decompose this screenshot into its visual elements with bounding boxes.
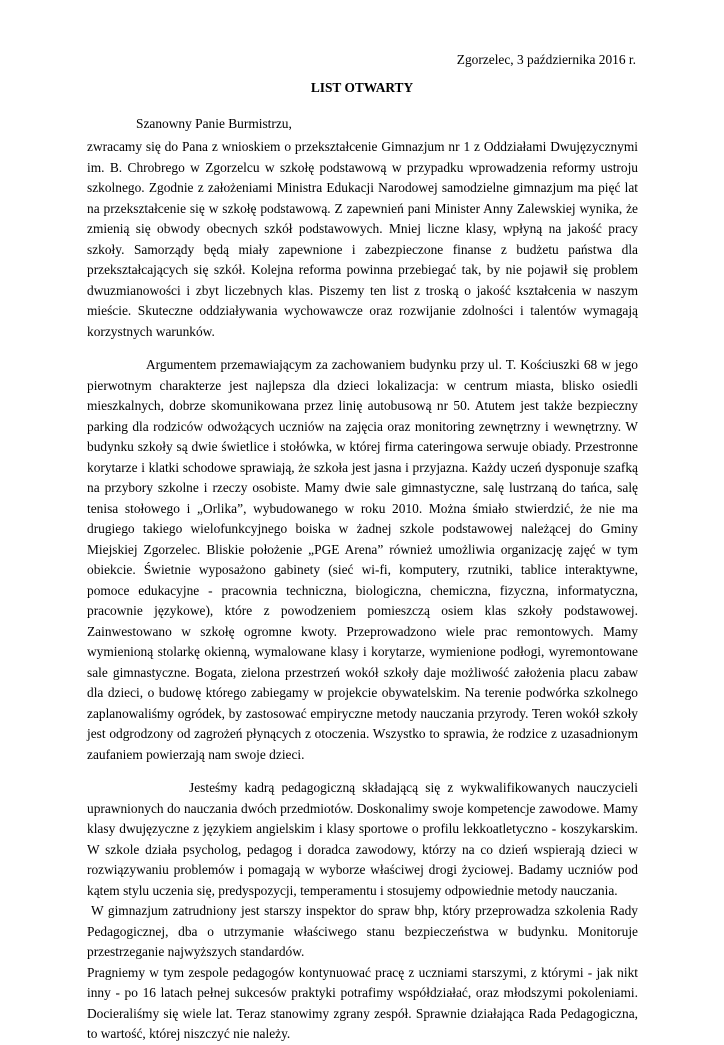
paragraph-closing: Pragniemy w tym zespole pedagogów kontynuować pracę z uczniami starszymi, z którymi - jak nikt inny - po 16 latach pełnej sukcesów praktyki potrafimy współdziałać, oraz młodszymi pokoleniami. Docieraliśmy się wiele lat. Teraz stanowimy zgrany zespół. Sprawnie działająca Rada Pedagogiczna, to wartość, której niszczyć nie należy. [87,964,638,1041]
letter-title: LIST OTWARTY [310,80,414,95]
letter-body [87,137,638,1045]
paragraph-staff: Jesteśmy kadrą pedagogiczną składającą się z wykwalifikowanych nauczycieli uprawnionych do nauczania dwóch przedmiotów. Doskonalimy swoje kompetencje zawodowe. Mamy klasy dwujęzyczne z językiem angielskim i klasy sportowe o profilu lekkoatletyczno - koszykarskim. W szkole działa psycholog, pedagog i doradca zawodowy, którzy na co dzień wspierają dzieci w rozwiązywaniu problemów i pomagają w wyborze właściwej drogi życiowej. Badamy uczniów pod kątem stylu uczenia się, predyspozycji, temperamentu i stosujemy odpowiednie metody nauczania. [87,780,638,898]
letter-date: Zgorzelec, 3 października 2016 r. [456,52,636,67]
salutation: Szanowny Panie Burmistrzu, [136,116,292,131]
paragraph-request: zwracamy się do Pana z wnioskiem o przekształcenie Gimnazjum nr 1 z Oddziałami Dwujęzycznymi im. B. Chrobrego w Zgorzelcu w szkołę podstawową w przypadku wprowadzenia reformy ustroju szkolnego. Zgodnie z założeniami Ministra Edukacji Narodowej samodzielne gimnazjum ma pięć lat na przekształcenie się w szkołę podstawową. Z zapewnień pani Minister Anny Zalewskiej wynika, że zmienią się obwody obecnych szkół podstawowych. Mniej liczne klasy, wpłyną na jakość pracy szkoły. Samorządy będą miały zapewnione i zabezpieczone finanse z budżetu państwa dla przekształcających się szkół. Kolejna reforma powinna przebiegać tak, by nie pojawił się problem dwuzmianowości i zbyt liczebnych klas. Piszemy ten list z troską o jakość kształcenia w naszym mieście. Skuteczne oddziaływania wychowawcze oraz rozwijanie zdolności i talentów wymagają korzystnych warunków. [87,139,638,339]
paragraph-safety: W gimnazjum zatrudniony jest starszy inspektor do spraw bhp, który przeprowadza szkolenia Rady Pedagogicznej, dba o utrzymanie właściwego stanu bezpieczeństwa w budynku. Monitoruje przestrzeganie najwyższych standardów. [87,903,638,959]
paragraph-location: Argumentem przemawiającym za zachowaniem budynku przy ul. T. Kościuszki 68 w jego pierwotnym charakterze jest najlepsza dla dzieci lokalizacja: w centrum miasta, blisko osiedli mieszkalnych, dobrze skomunikowana przez linię autobusową nr 50. Atutem jest także bezpieczny parking dla rodziców odwożących uczniów na zajęcia oraz monitoring zewnętrzny i wewnętrzny. W budynku szkoły są dwie świetlice i stołówka, w której firma cateringowa serwuje obiady. Przestronne korytarze i klatki schodowe sprawiają, że szkoła jest jasna i przyjazna. Każdy uczeń dysponuje szafką na przybory szkolne i rzeczy osobiste. Mamy dwie sale gimnastyczne, salę lustrzaną do tańca, salę tenisa stołowego i „Orlika”, wybudowanego w roku 2010. Można śmiało stwierdzić, że nie ma drugiego takiego wielofunkcyjnego boiska w żadnej szkole podstawowej należącej do Gminy Miejskiej Zgorzelec. Bliskie położenie „PGE Arena” również umożliwia organizację zajęć w tym obiekcie. Świetnie wyposażono gabinety (sieć wi-fi, komputery, rzutniki, tablice interaktywne, pomoce edukacyjne - pracownia techniczna, biologiczna, chemiczna, fizyczna, informatyczna, pracownie językowe), które z powodzeniem pomieszczą osiem klas szkoły podstawowej. Zainwestowano w szkołę ogromne kwoty. Przeprowadzono wiele prac remontowych. Mamy wymienioną stolarkę okienną, wymalowane klasy i korytarze, wymienione podłogi, wyremontowane sale gimnastyczne. Bogata, zielona przestrzeń wokół szkoły daje możliwość założenia placu zabaw dla dzieci, o budowę którego zabiegamy w projekcie obywatelskim. Na terenie podwórka szkolnego zaplanowaliśmy ogródek, by zastosować empiryczne metody nauczania przyrody. Teren wokół szkoły jest odgrodzony od zagrożeń płynących z otoczenia. Wszystko to sprawia, że rodzice z uzasadnionym zaufaniem powierzają nam swoje dzieci. [87,357,638,762]
